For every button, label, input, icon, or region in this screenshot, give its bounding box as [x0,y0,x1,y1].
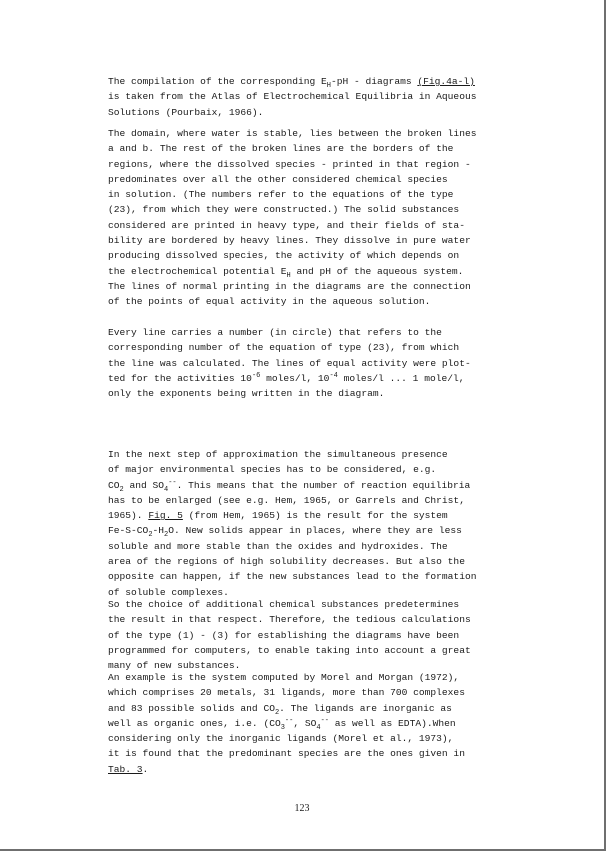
paragraph-compilation [108,74,528,120]
paragraph-domain [108,126,528,310]
text-line: soluble and more stable than the oxides and hydroxides. The [108,540,448,552]
text-line: of soluble complexes. [108,586,229,598]
text-line: in solution. (The numbers refer to the equations of the type [108,189,454,201]
text-line: the electrochemical potential $E_H$ and pH of the aqueous system. [108,265,464,280]
text-line: of the type (1) - (3) for establishing the diagrams have been [108,629,460,641]
text-line: ted for the activities $10^{-6}$ moles/l, $10^{-4}$ moles/l ... 1 mole/l, [108,371,465,384]
text-line: (23), from which they were constructed.) The solid substances [108,204,460,216]
text-line: $Fe-S-CO_2-H_2O$. New solids appear in places, where they are less [108,525,462,540]
text-line: considering only the inorganic ligands (Morel et al., 1973), [108,733,454,745]
text-line: In the next step of approximation the simultaneous presence [108,449,448,460]
text-line: corresponding number of the equation of type (23), from which [108,342,460,354]
text-line: of major environmental species has to be considered, e.g. [108,464,437,476]
text-line: the line was calculated. The lines of equal activity were plot- [108,357,471,369]
text-line: bility are bordered by heavy lines. They dissolve in pure water [108,235,471,247]
text-line: which comprises 20 metals, 31 ligands, more than 700 complexes [108,687,465,699]
text-line: 1965). Fig. 5 (from Hem, 1965) is the result for the system [108,510,448,522]
text-line: The compilation of the corresponding $E_H-pH$ - diagrams (Fig.4a-l) [108,76,475,90]
text-line: The lines of normal printing in the diagrams are the connection [108,280,471,292]
paragraph-approximation [108,447,528,600]
text-line: considered are printed in heavy type, and their fields of sta- [108,219,465,231]
table-reference-link: Tab. 3 [108,763,143,775]
page-number: 123 [294,803,310,814]
text-line: of the points of equal activity in the aqueous solution. [108,296,431,308]
paragraph-choice [108,597,528,673]
text-line: So the choice of additional chemical substances predetermines [108,599,460,610]
text-line: well as organic ones, i.e. ($CO_3^{--}$, $SO_4^{--}$ as well as EDTA).When [108,716,456,732]
text-line: predominates over all the other considered chemical species [108,173,448,185]
text-line: it is found that the predominant species are the ones given in [108,748,465,760]
text-line: area of the regions of high solubility decreases. But also the [108,556,465,568]
text-line: Tab. 3. [108,763,149,775]
text-line: Solutions (Pourbaix, 1966). [108,106,264,118]
text-line: $CO_2$ and $SO_4^{--}$. This means that the number of reaction equilibria [108,478,471,494]
figure-reference-link: (Fig.4a-l) [417,76,475,87]
text-line: and 83 possible solids and $CO_2$. The ligands are inorganic as [108,702,452,717]
text-line: the result in that respect. Therefore, the tedious calculations [108,614,471,626]
text-line: Every line carries a number (in circle) that refers to the [108,327,442,338]
text-line: many of new substances. [108,660,241,672]
text-line: a and b. The rest of the broken lines are the borders of the [108,143,454,155]
text-line: is taken from the Atlas of Electrochemical Equilibria in Aqueous [108,91,477,103]
text-line: The domain, where water is stable, lies between the broken lines [108,128,477,139]
text-line: opposite can happen, if the new substances lead to the formation [108,571,477,583]
text-line: only the exponents being written in the diagram. [108,388,385,400]
text-line: programmed for computers, to enable taking into account a great [108,644,471,656]
paragraph-lines [108,325,528,401]
text-line: has to be enlarged (see e.g. Hem, 1965, or Garrels and Christ, [108,494,465,506]
text-line: An example is the system computed by Morel and Morgan (1972), [108,672,460,683]
paragraph-example [108,670,528,777]
text-line: producing dissolved species, the activity of which depends on [108,250,460,262]
figure-reference-link: Fig. 5 [148,510,183,522]
text-line: regions, where the dissolved species - printed in that region - [108,158,471,170]
